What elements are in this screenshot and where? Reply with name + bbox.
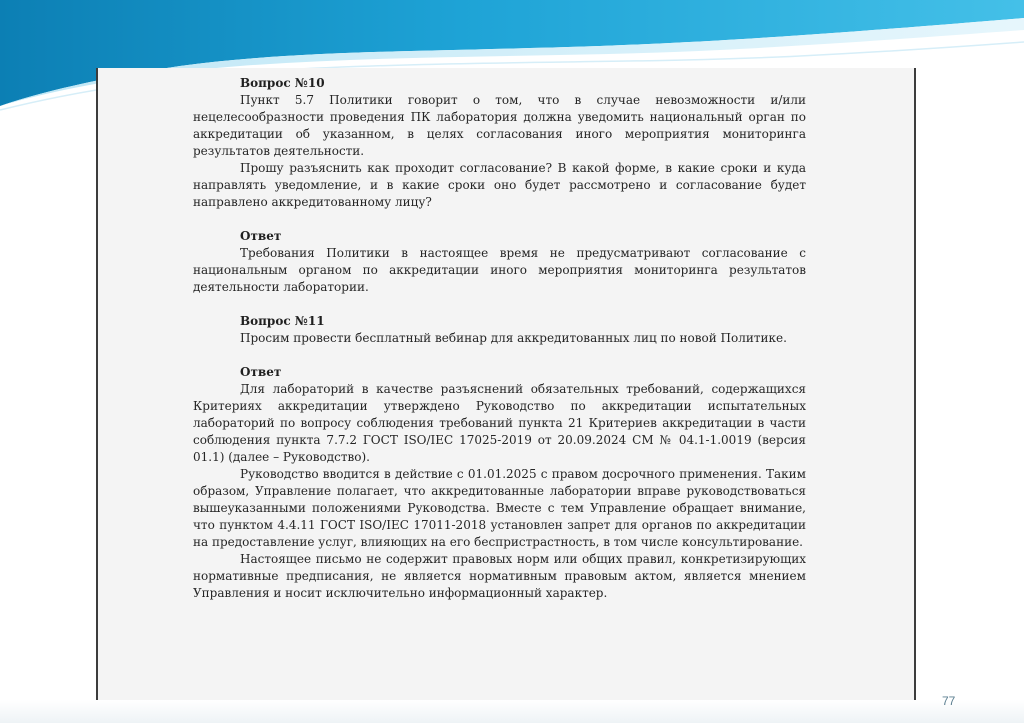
section-heading: Ответ: [240, 365, 282, 379]
paragraph: Для лабораторий в качестве разъяснений обязательных требований, содержащихся Критериях аккредитации утверждено Руководство по аккредитации испытательных лабораторий по вопросу соблюдения требований пункта 21 Критериев аккредитации в части соблюдения пункта 7.7.2 ГОСТ ISO/IEC 17025-2019 от 20.09.2024 СМ № 04.1-1.0019 (версия 01.1) (далее – Руководство).: [193, 382, 806, 464]
answer-10: [193, 227, 806, 296]
scanned-document: [96, 68, 916, 700]
paragraph: Руководство вводится в действие с 01.01.2025 с правом досрочного применения. Таким образом, Управление полагает, что аккредитованные лаборатории вправе руководствоваться вышеуказанными положениями Руководства. Вместе с тем Управление обращает внимание, что пунктом 4.4.11 ГОСТ ISO/IEC 17011-2018 установлен запрет для органов по аккредитации на предоставление услуг, влияющих на его беспристрастность, в том числе консультирование.: [193, 467, 806, 549]
paragraph: Пункт 5.7 Политики говорит о том, что в случае невозможности и/или нецелесообразности проведения ПК лаборатория должна уведомить национальный орган по аккредитации об указанном, в целях согласования иного мероприятия мониторинга результатов деятельности.: [193, 93, 806, 158]
paragraph: Настоящее письмо не содержит правовых норм или общих правил, конкретизирующих нормативные предписания, не является нормативным правовым актом, является мнением Управления и носит исключительно информационный характер.: [193, 552, 806, 600]
section-heading: Вопрос №11: [240, 314, 325, 328]
paragraph: Просим провести бесплатный вебинар для аккредитованных лиц по новой Политике.: [240, 331, 787, 345]
answer-11: [193, 363, 806, 602]
footer-band: [0, 700, 1024, 723]
page-number: 77: [942, 694, 956, 708]
section-heading: Ответ: [240, 229, 282, 243]
section-heading: Вопрос №10: [240, 76, 325, 90]
paragraph: Требования Политики в настоящее время не предусматривают согласование с национальным органом по аккредитации иного мероприятия мониторинга результатов деятельности лаборатории.: [193, 246, 806, 294]
question-10: [193, 74, 806, 211]
question-11: [193, 312, 806, 347]
paragraph: Прошу разъяснить как проходит согласование? В какой форме, в какие сроки и куда направлять уведомление, и в какие сроки оно будет рассмотрено и согласование будет направлено аккредитованному лицу?: [193, 161, 806, 209]
